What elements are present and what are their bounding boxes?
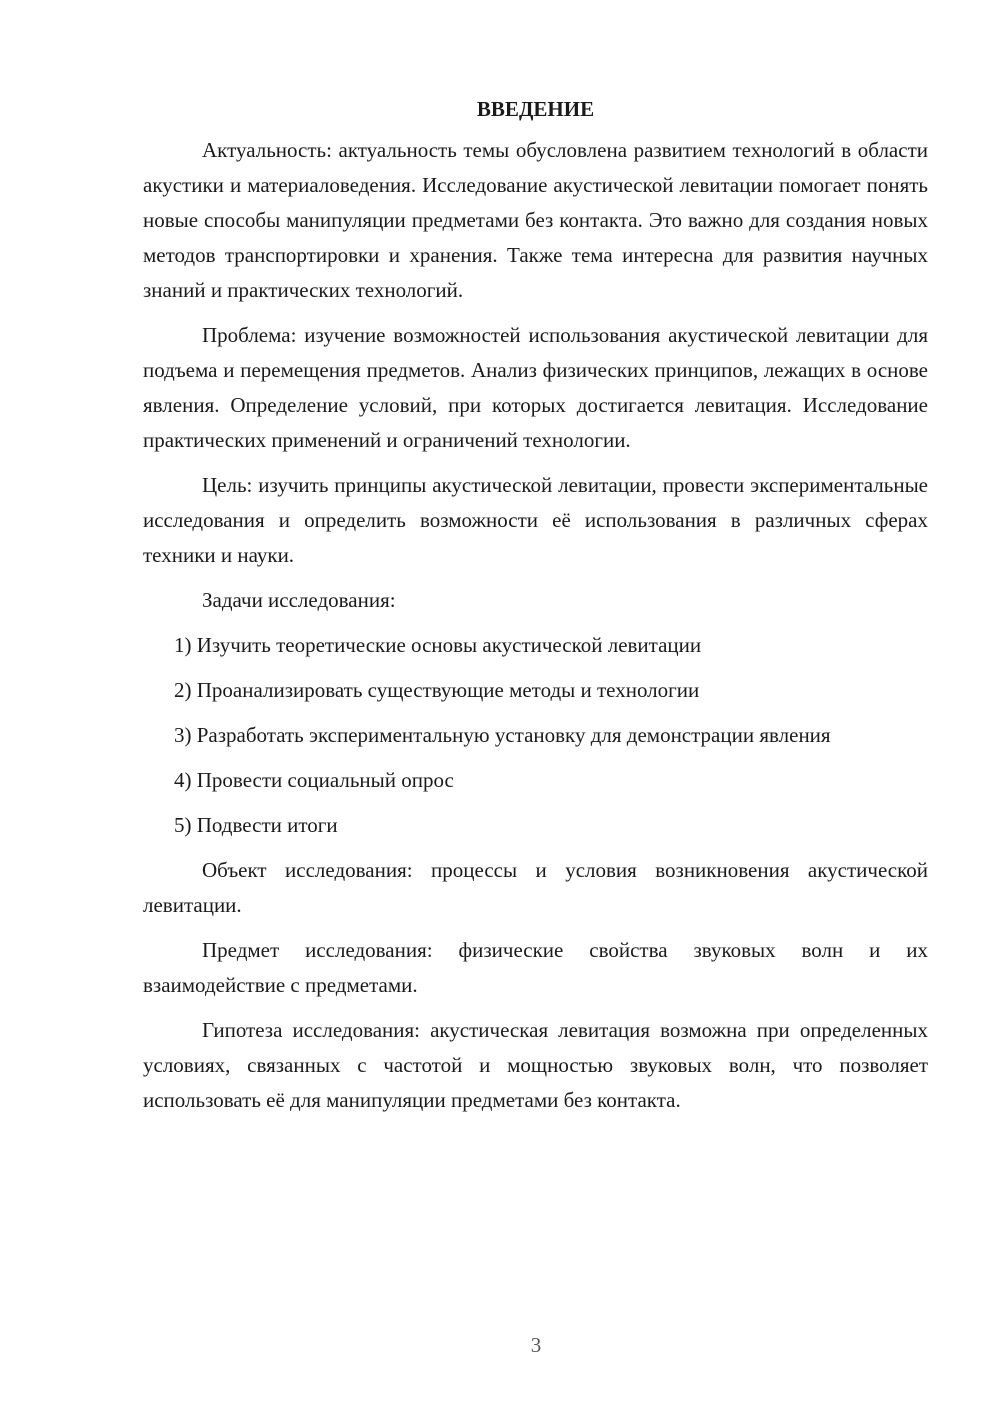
paragraph-goal: Цель: изучить принципы акустической левитации, провести экспериментальные исследования и определить возможности её использования в различных сферах техники и науки. — [143, 473, 928, 567]
paragraph-relevance: Актуальность: актуальность темы обусловлена развитием технологий в области акустики и материаловедения. Исследование акустической левитации помогает понять новые способы манипуляции предметами без контакта. Это важно для создания новых методов транспортировки и хранения. Также тема интересна для развития научных знаний и практических технологий. — [143, 138, 928, 302]
task-item: 3) Разработать экспериментальную установку для демонстрации явления — [174, 723, 831, 747]
task-item: 4) Провести социальный опрос — [174, 768, 454, 792]
task-item: 2) Проанализировать существующие методы и технологии — [174, 678, 700, 702]
task-item: 1) Изучить теоретические основы акустической левитации — [174, 633, 702, 657]
document-page — [143, 92, 928, 1128]
paragraph-tasks-heading: Задачи исследования: — [202, 588, 396, 612]
section-title: ВВЕДЕНИЕ — [476, 97, 595, 121]
task-item: 5) Подвести итоги — [174, 813, 338, 837]
paragraph-object: Объект исследования: процессы и условия возникновения акустической левитации. — [143, 858, 928, 917]
paragraph-subject: Предмет исследования: физические свойства звуковых волн и их взаимодействие с предметами. — [143, 938, 928, 997]
page-number: 3 — [530, 1333, 542, 1357]
paragraph-problem: Проблема: изучение возможностей использования акустической левитации для подъема и перемещения предметов. Анализ физических принципов, лежащих в основе явления. Определение условий, при которых достигается левитация. Исследование практических применений и ограничений технологии. — [143, 323, 928, 452]
paragraph-hypothesis: Гипотеза исследования: акустическая левитация возможна при определенных условиях, связанных с частотой и мощностью звуковых волн, что позволяет использовать её для манипуляции предметами без контакта. — [143, 1018, 928, 1112]
